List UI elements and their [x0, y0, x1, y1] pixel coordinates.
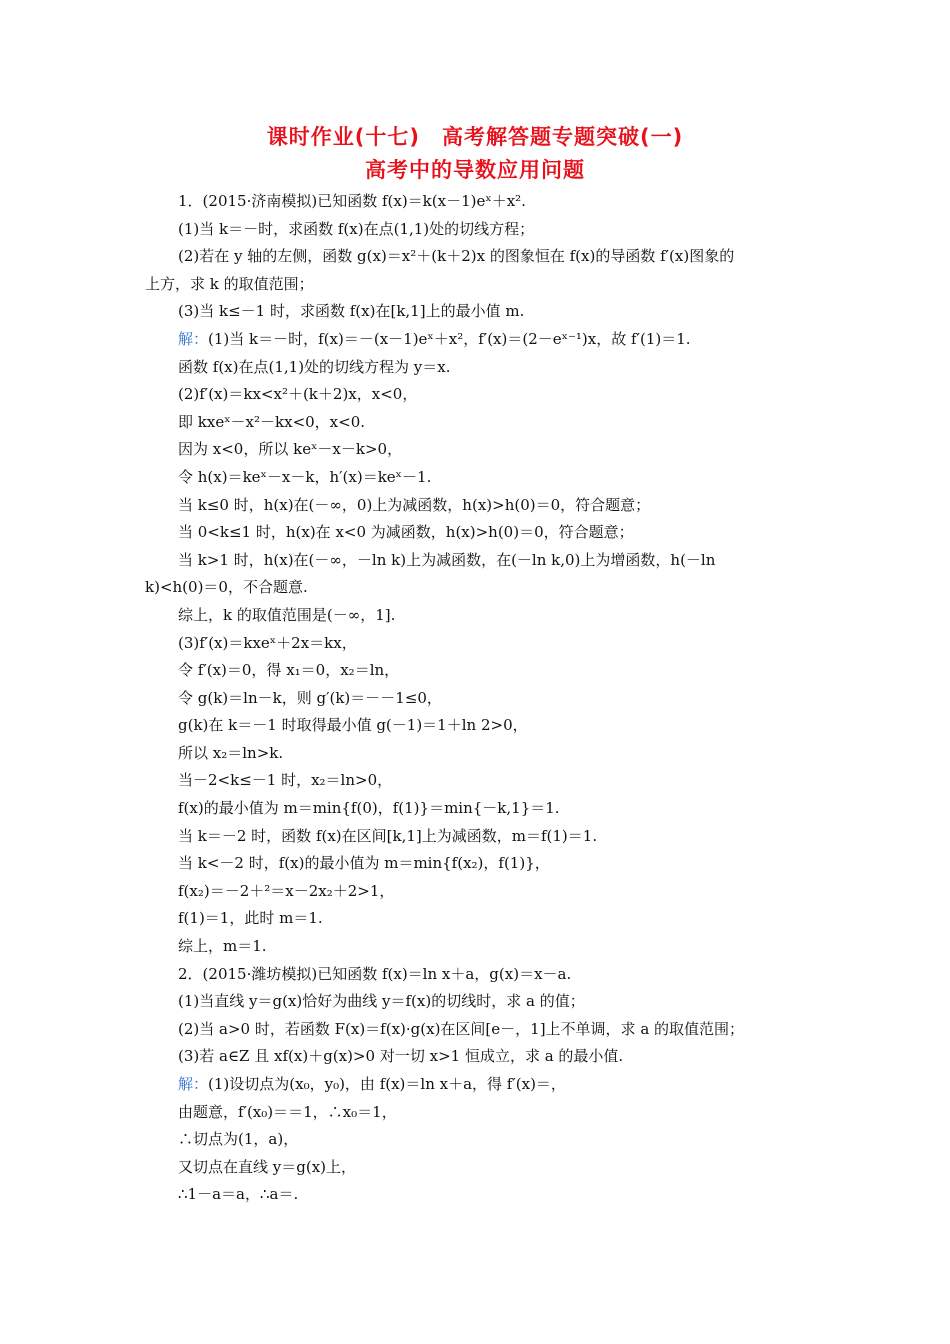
- solution-line: 令 f′(x)＝0，得 x₁＝0，x₂＝ln，: [178, 661, 400, 680]
- solution-line: g(k)在 k＝－1 时取得最小值 g(－1)＝1＋ln 2>0，: [178, 716, 528, 735]
- solution-line: 当 k>1 时，h(x)在(－∞，－ln k)上为减函数，在(－ln k,0)上为增函数，h(－ln: [178, 550, 716, 569]
- solution-line: 当－2<k≤－1 时，x₂＝ln>0，: [178, 771, 393, 790]
- problem-2-part-2: (2)当 a>0 时，若函数 F(x)＝f(x)·g(x)在区间[e－，1]上不单调，求 a 的取值范围；: [178, 1019, 745, 1038]
- solution-line: f(x₂)＝－2＋²＝x－2x₂＋2>1，: [178, 881, 395, 900]
- solution-text: (1)当 k＝－时，f(x)＝－(x－1)eˣ＋x²，f′(x)＝(2－eˣ⁻¹)x，故 f′(1)＝1.: [208, 329, 691, 348]
- solution-line: 令 g(k)＝ln－k，则 g′(k)＝－－1≤0，: [178, 688, 442, 707]
- solution-line: 所以 x₂＝ln>k.: [178, 743, 284, 762]
- problem-1-part-2-cont: 上方，求 k 的取值范围；: [145, 274, 314, 293]
- solution-line: 当 k≤0 时，h(x)在(－∞，0)上为减函数，h(x)>h(0)＝0，符合题意；: [178, 495, 651, 514]
- solution-2-line: [145, 1071, 810, 1099]
- solution-line: 当 0<k≤1 时，h(x)在 x<0 为减函数，h(x)>h(0)＝0，符合题意；: [178, 523, 634, 542]
- problem-1-statement: 1．(2015·济南模拟)已知函数 f(x)＝k(x－1)eˣ＋x².: [178, 192, 526, 210]
- page-subtitle: 高考中的导数应用问题: [365, 158, 585, 182]
- solution-text: (1)设切点为(x₀，y₀)，由 f(x)＝ln x＋a，得 f′(x)＝，: [208, 1075, 566, 1093]
- problem-2-part-1: (1)当直线 y＝g(x)恰好为曲线 y＝f(x)的切线时，求 a 的值；: [178, 992, 585, 1011]
- problem-1-part-1: (1)当 k＝－时，求函数 f(x)在点(1,1)处的切线方程；: [178, 219, 535, 238]
- solution-line: 函数 f(x)在点(1,1)处的切线方程为 y＝x.: [178, 357, 451, 376]
- problem-2-statement: 2．(2015·潍坊模拟)已知函数 f(x)＝ln x＋a，g(x)＝x－a.: [178, 964, 572, 983]
- solution-line: (3)f′(x)＝kxeˣ＋2x＝kx，: [178, 633, 357, 652]
- solution-line: 综上，m＝1.: [178, 937, 267, 956]
- solution-line-cont: k)<h(0)＝0，不合题意.: [145, 578, 308, 597]
- solution-label: 解：: [178, 329, 209, 348]
- solution-line: 当 k<－2 时，f(x)的最小值为 m＝min{f(x₂)，f(1)}，: [178, 854, 550, 873]
- solution-1-line: [145, 326, 810, 354]
- solution-line: 因为 x<0，所以 keˣ－x－k>0，: [178, 440, 403, 459]
- solution-line: 由题意，f′(x₀)＝＝1，∴x₀＝1，: [178, 1102, 397, 1121]
- solution-line: ∴1－a＝a，∴a＝.: [178, 1185, 299, 1204]
- solution-line: 令 h(x)＝keˣ－x－k，h′(x)＝keˣ－1.: [178, 467, 432, 486]
- problem-1-part-2: (2)若在 y 轴的左侧，函数 g(x)＝x²＋(k＋2)x 的图象恒在 f(x)的导函数 f′(x)图象的: [178, 247, 735, 266]
- solution-line: 综上，k 的取值范围是(－∞，1].: [178, 605, 396, 624]
- problem-2-part-3: (3)若 a∈Z 且 xf(x)＋g(x)>0 对一切 x>1 恒成立，求 a 的最小值.: [178, 1047, 624, 1066]
- solution-line: (2)f′(x)＝kx<x²＋(k＋2)x，x<0，: [178, 385, 418, 404]
- solution-line: 又切点在直线 y＝g(x)上，: [178, 1157, 357, 1176]
- document-body: [145, 188, 810, 1209]
- solution-label: 解：: [178, 1075, 209, 1093]
- page-title: 课时作业(十七) 高考解答题专题突破(一): [266, 125, 684, 149]
- solution-line: 当 k＝－2 时，函数 f(x)在区间[k,1]上为减函数，m＝f(1)＝1.: [178, 826, 598, 845]
- solution-line: ∴切点为(1，a)，: [178, 1130, 299, 1149]
- solution-line: 即 kxeˣ－x²－kx<0，x<0.: [178, 412, 366, 431]
- problem-1-part-3: (3)当 k≤－1 时，求函数 f(x)在[k,1]上的最小值 m.: [178, 302, 525, 321]
- solution-line: f(1)＝1，此时 m＝1.: [178, 909, 323, 928]
- solution-line: f(x)的最小值为 m＝min{f(0)，f(1)}＝min{－k,1}＝1.: [178, 799, 560, 818]
